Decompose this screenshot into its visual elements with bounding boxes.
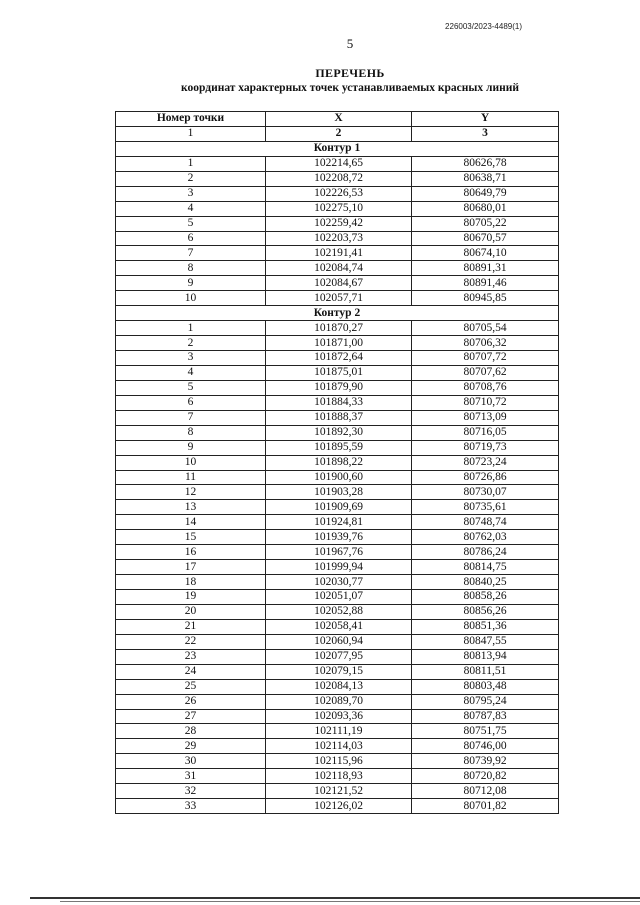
y-coordinate-cell: 80716,05 — [412, 425, 559, 440]
x-coordinate-cell: 102030,77 — [266, 575, 412, 590]
point-number-cell: 27 — [116, 709, 266, 724]
x-coordinate-cell: 102114,03 — [266, 739, 412, 754]
point-number-cell: 7 — [116, 410, 266, 425]
y-coordinate-cell: 80710,72 — [412, 395, 559, 410]
point-number-cell: 12 — [116, 485, 266, 500]
column-header-point-number: Номер точки — [116, 112, 266, 127]
y-coordinate-cell: 80674,10 — [412, 246, 559, 261]
point-number-cell: 1 — [116, 156, 266, 171]
x-coordinate-cell: 102060,94 — [266, 634, 412, 649]
point-number-cell: 19 — [116, 590, 266, 605]
section-row — [116, 306, 559, 321]
table-row — [116, 649, 559, 664]
x-coordinate-cell: 102121,52 — [266, 784, 412, 799]
x-coordinate-cell: 102093,36 — [266, 709, 412, 724]
point-number-cell: 11 — [116, 470, 266, 485]
table-row — [116, 679, 559, 694]
x-coordinate-cell: 101879,90 — [266, 380, 412, 395]
table-row — [116, 694, 559, 709]
point-number-cell: 4 — [116, 365, 266, 380]
point-number-cell: 29 — [116, 739, 266, 754]
point-number-cell: 8 — [116, 261, 266, 276]
x-coordinate-cell: 102203,73 — [266, 231, 412, 246]
x-coordinate-cell: 102079,15 — [266, 664, 412, 679]
table-row — [116, 321, 559, 336]
column-number: 1 — [116, 126, 266, 141]
y-coordinate-cell: 80638,71 — [412, 171, 559, 186]
table-row — [116, 724, 559, 739]
x-coordinate-cell: 102089,70 — [266, 694, 412, 709]
y-coordinate-cell: 80706,32 — [412, 336, 559, 351]
y-coordinate-cell: 80811,51 — [412, 664, 559, 679]
x-coordinate-cell: 102111,19 — [266, 724, 412, 739]
y-coordinate-cell: 80713,09 — [412, 410, 559, 425]
y-coordinate-cell: 80705,54 — [412, 321, 559, 336]
y-coordinate-cell: 80670,57 — [412, 231, 559, 246]
y-coordinate-cell: 80726,86 — [412, 470, 559, 485]
coordinates-table — [115, 111, 559, 814]
y-coordinate-cell: 80723,24 — [412, 455, 559, 470]
x-coordinate-cell: 102077,95 — [266, 649, 412, 664]
x-coordinate-cell: 102191,41 — [266, 246, 412, 261]
point-number-cell: 16 — [116, 545, 266, 560]
point-number-cell: 6 — [116, 231, 266, 246]
table-row — [116, 440, 559, 455]
y-coordinate-cell: 80851,36 — [412, 619, 559, 634]
x-coordinate-cell: 101875,01 — [266, 365, 412, 380]
point-number-cell: 30 — [116, 754, 266, 769]
x-coordinate-cell: 102051,07 — [266, 590, 412, 605]
table-row — [116, 470, 559, 485]
x-coordinate-cell: 101903,28 — [266, 485, 412, 500]
y-coordinate-cell: 80720,82 — [412, 769, 559, 784]
x-coordinate-cell: 101892,30 — [266, 425, 412, 440]
table-row — [116, 485, 559, 500]
y-coordinate-cell: 80746,00 — [412, 739, 559, 754]
point-number-cell: 25 — [116, 679, 266, 694]
page-title: ПЕРЕЧЕНЬ — [315, 66, 385, 80]
point-number-cell: 2 — [116, 171, 266, 186]
x-coordinate-cell: 101900,60 — [266, 470, 412, 485]
x-coordinate-cell: 102115,96 — [266, 754, 412, 769]
table-row — [116, 545, 559, 560]
y-coordinate-cell: 80786,24 — [412, 545, 559, 560]
y-coordinate-cell: 80719,73 — [412, 440, 559, 455]
y-coordinate-cell: 80748,74 — [412, 515, 559, 530]
y-coordinate-cell: 80701,82 — [412, 799, 559, 814]
table-row — [116, 246, 559, 261]
page-subtitle: координат характерных точек устанавливаемых красных линий — [181, 82, 519, 94]
y-coordinate-cell: 80856,26 — [412, 604, 559, 619]
y-coordinate-cell: 80762,03 — [412, 530, 559, 545]
x-coordinate-cell: 101895,59 — [266, 440, 412, 455]
point-number-cell: 13 — [116, 500, 266, 515]
point-number-cell: 5 — [116, 216, 266, 231]
y-coordinate-cell: 80795,24 — [412, 694, 559, 709]
point-number-cell: 17 — [116, 560, 266, 575]
x-coordinate-cell: 102084,74 — [266, 261, 412, 276]
table-row — [116, 156, 559, 171]
table-row — [116, 261, 559, 276]
y-coordinate-cell: 80707,62 — [412, 365, 559, 380]
table-row — [116, 186, 559, 201]
table-row — [116, 739, 559, 754]
table-row — [116, 216, 559, 231]
table-header — [116, 112, 559, 142]
point-number-cell: 23 — [116, 649, 266, 664]
column-number: 2 — [266, 126, 412, 141]
point-number-cell: 4 — [116, 201, 266, 216]
x-coordinate-cell: 102259,42 — [266, 216, 412, 231]
point-number-cell: 28 — [116, 724, 266, 739]
table-row — [116, 231, 559, 246]
table-row — [116, 754, 559, 769]
x-coordinate-cell: 101898,22 — [266, 455, 412, 470]
point-number-cell: 21 — [116, 619, 266, 634]
table-row — [116, 425, 559, 440]
x-coordinate-cell: 101999,94 — [266, 560, 412, 575]
table-row — [116, 500, 559, 515]
table-row — [116, 590, 559, 605]
table-row — [116, 604, 559, 619]
table-row — [116, 560, 559, 575]
point-number-cell: 33 — [116, 799, 266, 814]
point-number-cell: 3 — [116, 186, 266, 201]
x-coordinate-cell: 102214,65 — [266, 156, 412, 171]
point-number-cell: 6 — [116, 395, 266, 410]
point-number-cell: 10 — [116, 455, 266, 470]
point-number-cell: 24 — [116, 664, 266, 679]
table-row — [116, 709, 559, 724]
table-row — [116, 410, 559, 425]
table-row — [116, 619, 559, 634]
point-number-cell: 15 — [116, 530, 266, 545]
column-header-y: Y — [412, 112, 559, 127]
x-coordinate-cell: 101939,76 — [266, 530, 412, 545]
x-coordinate-cell: 101967,76 — [266, 545, 412, 560]
y-coordinate-cell: 80712,08 — [412, 784, 559, 799]
x-coordinate-cell: 101871,00 — [266, 336, 412, 351]
table-row — [116, 380, 559, 395]
section-row — [116, 141, 559, 156]
y-coordinate-cell: 80705,22 — [412, 216, 559, 231]
y-coordinate-cell: 80787,83 — [412, 709, 559, 724]
section-title: Контур 1 — [116, 141, 559, 156]
table-row — [116, 769, 559, 784]
x-coordinate-cell: 101888,37 — [266, 410, 412, 425]
table-row — [116, 351, 559, 366]
x-coordinate-cell: 102126,02 — [266, 799, 412, 814]
point-number-cell: 20 — [116, 604, 266, 619]
point-number-cell: 32 — [116, 784, 266, 799]
x-coordinate-cell: 102226,53 — [266, 186, 412, 201]
header-row — [116, 112, 559, 127]
table-row — [116, 455, 559, 470]
y-coordinate-cell: 80707,72 — [412, 351, 559, 366]
y-coordinate-cell: 80680,01 — [412, 201, 559, 216]
table-row — [116, 634, 559, 649]
point-number-cell: 8 — [116, 425, 266, 440]
y-coordinate-cell: 80626,78 — [412, 156, 559, 171]
table-row — [116, 365, 559, 380]
point-number-cell: 1 — [116, 321, 266, 336]
table-row — [116, 530, 559, 545]
y-coordinate-cell: 80840,25 — [412, 575, 559, 590]
y-coordinate-cell: 80649,79 — [412, 186, 559, 201]
x-coordinate-cell: 102208,72 — [266, 171, 412, 186]
table-row — [116, 395, 559, 410]
column-number: 3 — [412, 126, 559, 141]
x-coordinate-cell: 101909,69 — [266, 500, 412, 515]
column-number-row — [116, 126, 559, 141]
table-row — [116, 784, 559, 799]
y-coordinate-cell: 80891,31 — [412, 261, 559, 276]
table-body — [116, 141, 559, 813]
point-number-cell: 22 — [116, 634, 266, 649]
table-row — [116, 336, 559, 351]
table-row — [116, 201, 559, 216]
y-coordinate-cell: 80730,07 — [412, 485, 559, 500]
document-number: 226003/2023-4489(1) — [445, 22, 522, 31]
x-coordinate-cell: 101924,81 — [266, 515, 412, 530]
point-number-cell: 3 — [116, 351, 266, 366]
section-title: Контур 2 — [116, 306, 559, 321]
page-number: 5 — [346, 36, 354, 51]
point-number-cell: 31 — [116, 769, 266, 784]
x-coordinate-cell: 102057,71 — [266, 291, 412, 306]
bottom-scan-line — [60, 901, 640, 902]
y-coordinate-cell: 80739,92 — [412, 754, 559, 769]
point-number-cell: 10 — [116, 291, 266, 306]
table-row — [116, 799, 559, 814]
point-number-cell: 9 — [116, 440, 266, 455]
point-number-cell: 26 — [116, 694, 266, 709]
table-row — [116, 276, 559, 291]
x-coordinate-cell: 102118,93 — [266, 769, 412, 784]
y-coordinate-cell: 80847,55 — [412, 634, 559, 649]
x-coordinate-cell: 102058,41 — [266, 619, 412, 634]
table-row — [116, 664, 559, 679]
x-coordinate-cell: 101884,33 — [266, 395, 412, 410]
table-row — [116, 515, 559, 530]
point-number-cell: 2 — [116, 336, 266, 351]
y-coordinate-cell: 80803,48 — [412, 679, 559, 694]
x-coordinate-cell: 101872,64 — [266, 351, 412, 366]
x-coordinate-cell: 101870,27 — [266, 321, 412, 336]
y-coordinate-cell: 80751,75 — [412, 724, 559, 739]
y-coordinate-cell: 80945,85 — [412, 291, 559, 306]
point-number-cell: 5 — [116, 380, 266, 395]
point-number-cell: 18 — [116, 575, 266, 590]
point-number-cell: 7 — [116, 246, 266, 261]
x-coordinate-cell: 102052,88 — [266, 604, 412, 619]
x-coordinate-cell: 102084,67 — [266, 276, 412, 291]
y-coordinate-cell: 80814,75 — [412, 560, 559, 575]
bottom-scan-line — [30, 897, 640, 899]
y-coordinate-cell: 80813,94 — [412, 649, 559, 664]
point-number-cell: 14 — [116, 515, 266, 530]
y-coordinate-cell: 80708,76 — [412, 380, 559, 395]
table-row — [116, 291, 559, 306]
y-coordinate-cell: 80735,61 — [412, 500, 559, 515]
table-row — [116, 171, 559, 186]
point-number-cell: 9 — [116, 276, 266, 291]
y-coordinate-cell: 80858,26 — [412, 590, 559, 605]
column-header-x: X — [266, 112, 412, 127]
x-coordinate-cell: 102084,13 — [266, 679, 412, 694]
y-coordinate-cell: 80891,46 — [412, 276, 559, 291]
table-row — [116, 575, 559, 590]
x-coordinate-cell: 102275,10 — [266, 201, 412, 216]
